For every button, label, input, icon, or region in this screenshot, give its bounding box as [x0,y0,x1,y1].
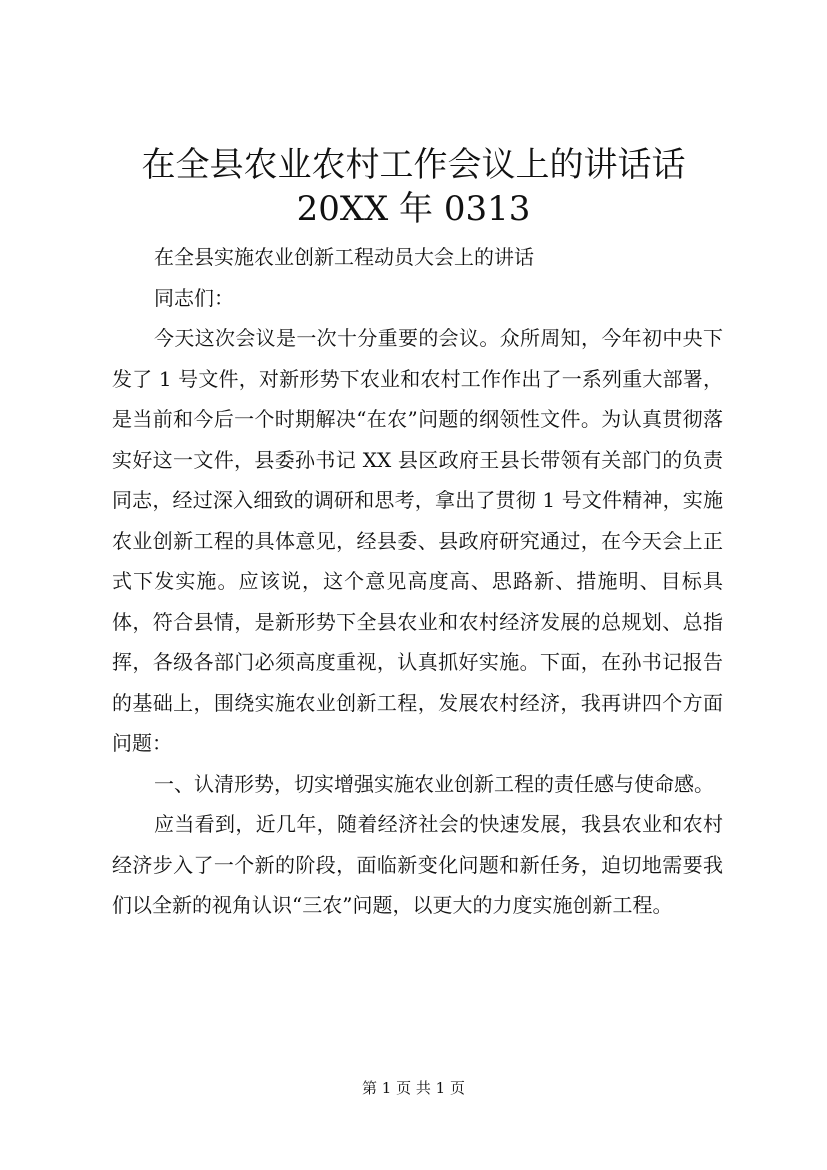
body-paragraph: 今天这次会议是一次十分重要的会议。众所周知，今年初中央下发了 1 号文件，对新形势下农业和农村工作作出了一系列重大部署，是当前和今后一个时期解决“在农”问题的纲领性文件。为认真贯彻落实好这一文件，县委孙书记 XX 县区政府王县长带领有关部门的负责同志，经过深入细致的调研和思考，拿出了贯彻 1 号文件精神，实施农业创新工程的具体意见，经县委、县政府研究通过，在今天会上正式下发实施。应该说，这个意见高度高、思路新、措施明、目标具体，符合县情，是新形势下全县农业和农村经济发展的总规划、总指挥，各级各部门必须高度重视，认真抓好实施。下面，在孙书记报告的基础上，围绕实施农业创新工程，发展农村经济，我再讲四个方面问题： [112,326,723,755]
salutation: 同志们： [154,285,234,310]
document-body [112,237,723,926]
section-heading: 一、认清形势，切实增强实施农业创新工程的责任感与使命感。 [154,771,714,796]
body-paragraph: 应当看到，近几年，随着经济社会的快速发展，我县农业和农村经济步入了一个新的阶段，面临新变化问题和新任务，迫切地需要我们以全新的视角认识“三农”问题，以更大的力度实施创新工程。 [112,812,723,917]
speech-subtitle: 在全县实施农业创新工程动员大会上的讲话 [154,245,534,269]
document-title: 在全县农业农村工作会议上的讲话话 20XX 年 0313 [141,145,686,229]
page-footer: 第 1 页 共 1 页 [362,1079,465,1097]
